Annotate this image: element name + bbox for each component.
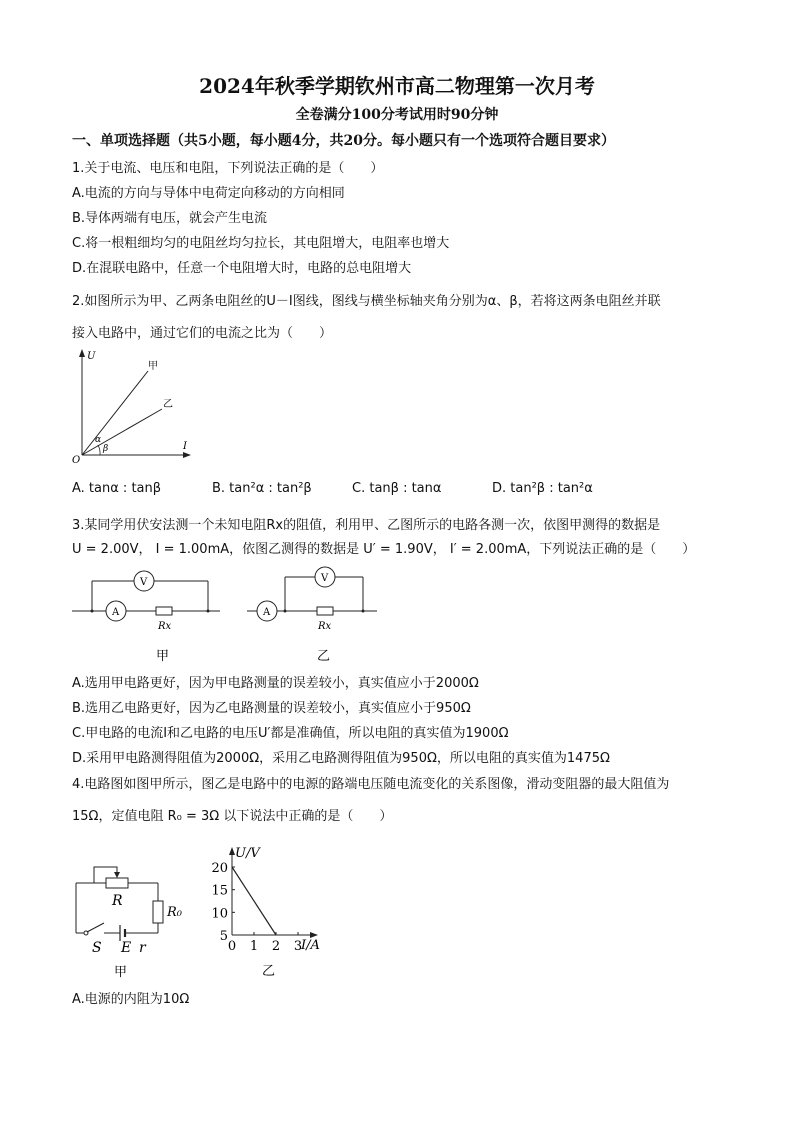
q1-stem: 1.关于电流、电压和电阻，下列说法正确的是（ ） (72, 161, 384, 176)
q4-switch-blade (87, 923, 104, 932)
q3-yi-resistor (317, 607, 333, 615)
q2-x-arrow (183, 452, 191, 458)
q2-jia-label: 甲 (148, 361, 158, 372)
q4-fixed-resistor (153, 901, 163, 923)
q2-origin-label: O (72, 455, 81, 465)
q4-circuit-caption: 甲 (114, 965, 128, 980)
q4-y-tick-label: 15 (211, 883, 228, 899)
q4-ui-chart (205, 835, 340, 985)
q4-s-label: S (92, 940, 102, 956)
q4-x-tick-label: 1 (249, 939, 259, 954)
q3-yi-rx-label: Rx (318, 621, 332, 632)
q4-y-tick-label: 5 (219, 929, 228, 944)
q3-circuit-yi (247, 565, 387, 665)
q2-y-label: U (87, 351, 96, 362)
q4-y-tick-label: 10 (211, 906, 228, 922)
q4-e-label: E (121, 940, 132, 956)
q2-option-b: B. tan²α : tan²β (212, 481, 312, 496)
q4-stem-line1: 4.电路图如图甲所示，图乙是电路中的电源的路端电压随电流变化的关系图像，滑动变阻器的最大阻值为 (72, 777, 670, 792)
q3-jia-rx-label: Rx (158, 621, 172, 632)
q2-yi-label: 乙 (163, 399, 173, 410)
q2-angle-arc (98, 445, 100, 455)
q2-stem-line1: 2.如图所示为甲、乙两条电阻丝的U－I图线，图线与横坐标轴夹角分别为α、β，若将这两条电阻丝并联 (72, 294, 661, 309)
q3-yi-ammeter-label: A (263, 607, 271, 618)
q4-slider-arrow (114, 872, 120, 878)
q4-series-line (232, 867, 276, 935)
page-subtitle: 全卷满分100分考试用时90分钟 (295, 107, 499, 123)
q2-option-c: C. tanβ : tanα (352, 481, 442, 496)
q1-option-a: A.电流的方向与导体中电荷定向移动的方向相同 (72, 186, 345, 201)
q3-stem-line2: U = 2.00V， I = 1.00mA，依图乙测得的数据是 U′ = 1.90V， I′ = 2.00mA，下列说法正确的是（ ） (72, 542, 696, 557)
q3-option-d: D.采用甲电路测得阻值为2000Ω，采用乙电路测得阻值为950Ω，所以电阻的真实值为1475Ω (72, 751, 610, 766)
q4-option-a: A.电源的内阻为10Ω (72, 992, 190, 1007)
q2-line-yi (82, 409, 162, 455)
q3-jia-voltmeter-label: V (140, 577, 148, 588)
q3-option-b: B.选用乙电路更好，因为乙电路测量的误差较小，真实值应小于950Ω (72, 701, 471, 716)
q3-option-a: A.选用甲电路更好，因为甲电路测量的误差较小，真实值应小于2000Ω (72, 676, 479, 691)
q3-jia-caption: 甲 (156, 649, 170, 664)
q4-r0-label: R₀ (167, 905, 182, 920)
q1-option-b: B.导体两端有电压，就会产生电流 (72, 211, 268, 226)
q3-yi-voltmeter-label: V (321, 573, 329, 584)
q2-y-arrow (79, 349, 85, 357)
q1-option-c: C.将一根粗细均匀的电阻丝均匀拉长，其电阻增大，电阻率也增大 (72, 236, 450, 251)
q4-rheostat (106, 878, 128, 888)
q4-stem-line2: 15Ω，定值电阻 R₀ = 3Ω 以下说法中正确的是（ ） (72, 809, 393, 824)
section-heading: 一、单项选择题（共5小题，每小题4分，共20分。每小题只有一个选项符合题目要求） (72, 133, 615, 149)
q4-x-tick-label: 0 (227, 939, 237, 954)
q1-option-d: D.在混联电路中，任意一个电阻增大时，电路的总电阻增大 (72, 261, 412, 276)
page-title: 2024年秋季学期钦州市高二物理第一次月考 (199, 74, 595, 98)
q3-circuit-jia (72, 565, 232, 665)
q4-x-tick-label: 3 (293, 939, 303, 954)
q3-stem-line1: 3.某同学用伏安法测一个未知电阻Rx的阻值，利用甲、乙图所示的电路各测一次，依图甲测得的数据是 (72, 518, 661, 533)
q3-option-c: C.甲电路的电流I和乙电路的电压U′都是准确值，所以电阻的真实值为1900Ω (72, 726, 509, 741)
q4-x-tick-label: 2 (271, 939, 281, 954)
q4-circuit (72, 855, 202, 980)
q2-ui-graph (72, 345, 202, 465)
q4-y-tick-label: 20 (211, 861, 228, 876)
q2-option-a: A. tanα : tanβ (72, 481, 162, 496)
q2-stem-line2: 接入电路中，通过它们的电流之比为（ ） (72, 326, 333, 341)
q2-alpha-label: α (95, 435, 102, 445)
q4-r-label: R (112, 893, 123, 909)
q3-jia-resistor (156, 607, 172, 615)
q4-x-axis-label: I/A (301, 938, 320, 953)
q2-line-jia (82, 371, 148, 455)
q2-option-d: D. tan²β : tan²α (492, 481, 593, 496)
q4-y-axis-label: U/V (235, 846, 260, 861)
q4-graph-caption: 乙 (262, 964, 276, 979)
q3-jia-ammeter-label: A (112, 607, 120, 618)
q3-yi-caption: 乙 (317, 649, 331, 664)
q2-x-label: I (183, 441, 187, 452)
q2-beta-label: β (103, 444, 109, 454)
q4-r-internal-label: r (139, 940, 146, 956)
